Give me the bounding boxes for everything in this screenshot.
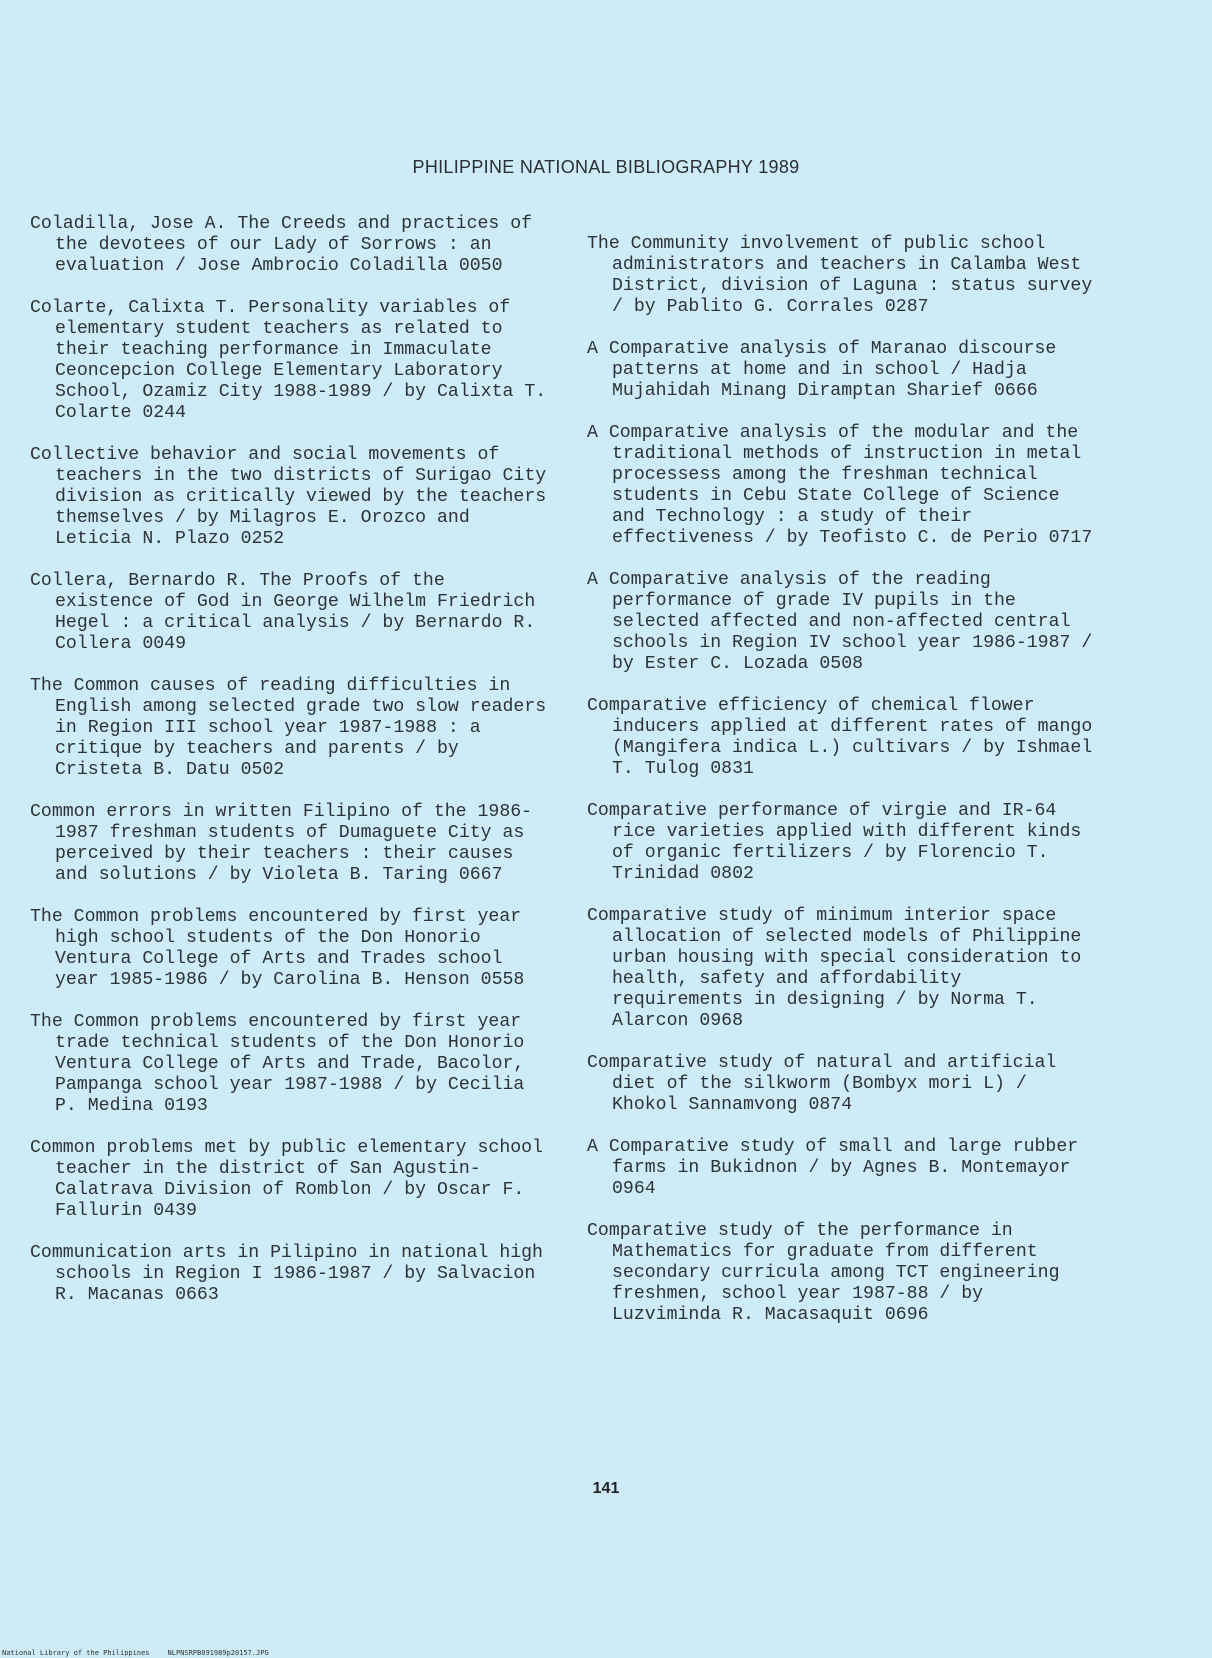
- bibliography-entry: [587, 1221, 1102, 1326]
- bibliography-entry: [30, 214, 550, 277]
- entry-text: The Community involvement of public school administrators and teachers in Calamba West District, division of Laguna : status survey / by Pablito G. Corrales: [587, 234, 1093, 317]
- entry-text: Comparative efficiency of chemical flower inducers applied at different rates of mango (Mangifera indica L.) cultivars / by Ishmael T. Tulog: [587, 696, 1093, 779]
- control-number: 0502: [240, 760, 285, 780]
- entry-text: Comparative study of minimum interior space allocation of selected models of Philippine urban housing with special consideration to health, safety and affordability requirements in designing / by Norma T. Alarcon: [587, 906, 1082, 1031]
- bibliography-entry: [30, 1138, 550, 1222]
- bibliography-entry: [587, 1137, 1102, 1200]
- bibliography-entry: [587, 801, 1102, 885]
- bibliography-entry: [30, 298, 550, 424]
- entry-text: Colarte, Calixta T. Personality variables of elementary student teachers as related to their teaching performance in Immaculate Ceoncepcion College Elementary Laboratory School, Ozamiz City 1988-1989 / by Calixta T. Colarte: [30, 298, 547, 423]
- control-number: 0252: [240, 529, 285, 549]
- bibliography-entry: [587, 906, 1102, 1032]
- bibliography-entry: [587, 234, 1102, 318]
- page-title: PHILIPPINE NATIONAL BIBLIOGRAPHY 1989: [412, 157, 800, 177]
- control-number: 0968: [699, 1011, 743, 1031]
- entry-text: A Comparative analysis of Maranao discourse patterns at home and in school / Hadja Mujahidah Minang Diramptan Sharief: [587, 339, 1057, 401]
- bibliography-entry: [587, 339, 1102, 402]
- page-number: 141: [592, 1480, 620, 1497]
- control-number: 0439: [153, 1201, 197, 1221]
- bibliography-entry: [30, 907, 550, 991]
- library-credit: National Library of the Philippines: [2, 1649, 150, 1657]
- bibliography-entry: [587, 1053, 1102, 1116]
- entry-text: The Common problems encountered by first year high school students of the Don Honorio Ventura College of Arts and Trades school year 1985-1986 / by Carolina B. Henson: [30, 907, 522, 990]
- footer-credit: [2, 1649, 287, 1658]
- control-number: 0802: [710, 864, 754, 884]
- entry-text: Comparative performance of virgie and IR-64 rice varieties applied with different kinds of organic fertilizers / by Florencio T. Trinidad: [587, 801, 1082, 884]
- entry-text: Collective behavior and social movements of teachers in the two districts of Surigao City division as critically viewed by the teachers themselves / by Milagros E. Orozco and Leticia N. Plazo: [30, 445, 547, 549]
- control-number: 0667: [458, 865, 503, 885]
- bibliography-entry: [30, 802, 550, 886]
- bibliography-entry: [30, 445, 550, 550]
- control-number: 0508: [819, 654, 864, 674]
- entry-text: The Common problems encountered by first year trade technical students of the Don Honorio Ventura College of Arts and Trade, Bacolor, Pampanga school year 1987-1988 / by Cecilia P. Medina: [30, 1012, 525, 1116]
- right-column: [587, 234, 1102, 1347]
- entry-text: Collera, Bernardo R. The Proofs of the existence of God in George Wilhelm Friedrich Hegel : a critical analysis / by Bernardo R. Collera: [30, 571, 536, 654]
- entry-text: The Common causes of reading difficulties in English among selected grade two slow readers in Region III school year 1987-1988 : a critique by teachers and parents / by Cristeta B. Datu: [30, 676, 547, 780]
- bibliography-entry: [30, 571, 550, 655]
- entry-text: A Comparative study of small and large rubber farms in Bukidnon / by Agnes B. Montemayor: [587, 1137, 1079, 1178]
- control-number: 0558: [480, 970, 525, 990]
- control-number: 0050: [458, 256, 503, 276]
- bibliography-entry: [30, 1012, 550, 1117]
- entry-text: A Comparative analysis of the modular and the traditional methods of instruction in metal processess among the freshman technical students in Cebu State College of Science and Technology : a study of their effectiveness / by Teofisto C. de Perio: [587, 423, 1082, 548]
- bibliography-entry: [587, 696, 1102, 780]
- control-number: 0964: [612, 1179, 656, 1199]
- left-column: [30, 214, 550, 1327]
- entry-text: A Comparative analysis of the reading performance of grade IV pupils in the selected affected and non-affected central schools in Region IV school year 1986-1987 / by Ester C. Lozada: [587, 570, 1093, 674]
- entry-text: Common problems met by public elementary school teacher in the district of San Agustin-Calatrava Division of Romblon / by Oscar F. Fallurin: [30, 1138, 543, 1221]
- control-number: 0831: [710, 759, 754, 779]
- entry-text: Common errors in written Filipino of the 1986-1987 freshman students of Dumaguete City as perceived by their teachers : their causes and solutions / by Violeta B. Taring: [30, 802, 533, 885]
- entry-text: Coladilla, Jose A. The Creeds and practices of the devotees of our Lady of Sorrows : an evaluation / Jose Ambrocio Coladilla: [30, 214, 533, 276]
- entry-text: Comparative study of natural and artificial diet of the silkworm (Bombyx mori L) / Khokol Sannamvong: [587, 1053, 1057, 1115]
- control-number: 0049: [142, 634, 186, 654]
- entry-text: Communication arts in Pilipino in national high schools in Region I 1986-1987 / by Salvacion R. Macanas: [30, 1243, 543, 1305]
- control-number: 0666: [994, 381, 1038, 401]
- bibliography-entry: [587, 570, 1102, 675]
- entry-text: Comparative study of the performance in Mathematics for graduate from different secondary curricula among TCT engineering freshmen, school year 1987-88 / by Luzviminda R. Macasaquit: [587, 1221, 1060, 1325]
- control-number: 0663: [175, 1285, 219, 1305]
- control-number: 0287: [884, 297, 929, 317]
- control-number: 0717: [1048, 528, 1093, 548]
- bibliography-entry: [30, 676, 550, 781]
- bibliography-entry: [30, 1243, 550, 1306]
- control-number: 0696: [884, 1305, 929, 1325]
- control-number: 0874: [808, 1095, 853, 1115]
- control-number: 0193: [164, 1096, 208, 1116]
- file-name: NLPNSRPB091989p20157.JPG: [167, 1649, 269, 1657]
- bibliography-entry: [587, 423, 1102, 549]
- control-number: 0244: [142, 403, 186, 423]
